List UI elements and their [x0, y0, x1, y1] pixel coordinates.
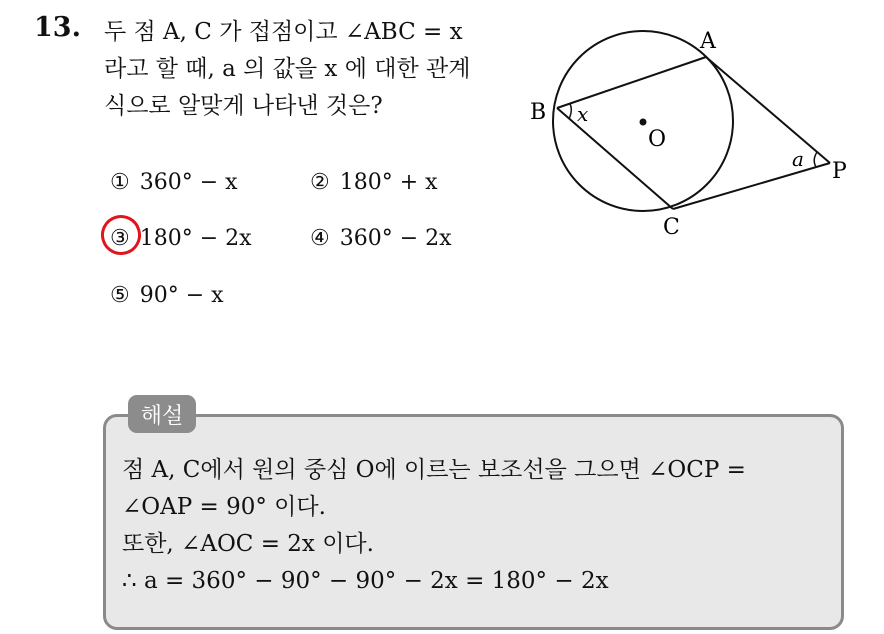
solution-text	[122, 452, 746, 600]
choice-4-mark: ④	[310, 226, 330, 251]
label-A: A	[700, 29, 716, 54]
question-line-2: 라고 할 때, a 의 값을 x 에 대한 관계	[104, 56, 471, 82]
label-B: B	[530, 100, 547, 125]
choice-5-text: 90° − x	[139, 283, 224, 308]
question-line-1: 두 점 A, C 가 접점이고 ∠ABC = x	[104, 19, 463, 45]
solution-line-1: 점 A, C에서 원의 중심 O에 이르는 보조선을 그으면 ∠OCP =	[122, 457, 746, 483]
chord-BA	[557, 57, 706, 108]
choice-1-text: 360° − x	[139, 170, 238, 195]
question-text	[104, 14, 524, 125]
choice-5[interactable]	[110, 283, 224, 308]
choice-2-mark: ②	[310, 170, 330, 195]
choice-5-mark: ⑤	[110, 283, 130, 308]
choice-1[interactable]	[110, 170, 238, 195]
question-line-3: 식으로 알맞게 나타낸 것은?	[104, 93, 383, 119]
label-a: a	[792, 147, 804, 171]
solution-tag: 해설	[128, 395, 196, 433]
choice-4[interactable]	[310, 226, 452, 251]
question-number: 13.	[34, 12, 81, 43]
answer-circle-mark	[96, 210, 146, 260]
angle-arc-a	[814, 152, 817, 167]
label-P: P	[832, 159, 847, 184]
solution-line-4: ∴ a = 360° − 90° − 90° − 2x = 180° − 2x	[122, 568, 609, 594]
choice-4-text: 360° − 2x	[339, 226, 452, 251]
choice-1-mark: ①	[110, 170, 130, 195]
choice-3-text: 180° − 2x	[139, 226, 252, 251]
choice-3-mark: ③	[110, 226, 130, 251]
choice-2[interactable]	[310, 170, 438, 195]
tangent-AP	[706, 57, 830, 163]
chord-BC	[557, 108, 673, 209]
label-C: C	[663, 215, 680, 240]
solution-line-3: 또한, ∠AOC = 2x 이다.	[122, 531, 374, 557]
choice-2-text: 180° + x	[339, 170, 438, 195]
label-O: O	[648, 127, 667, 152]
label-x: x	[577, 102, 589, 126]
center-point	[640, 119, 647, 126]
geometry-diagram	[520, 20, 870, 250]
tangent-CP	[673, 163, 830, 209]
solution-line-2: ∠OAP = 90° 이다.	[122, 494, 326, 520]
angle-arc-x	[569, 104, 571, 119]
